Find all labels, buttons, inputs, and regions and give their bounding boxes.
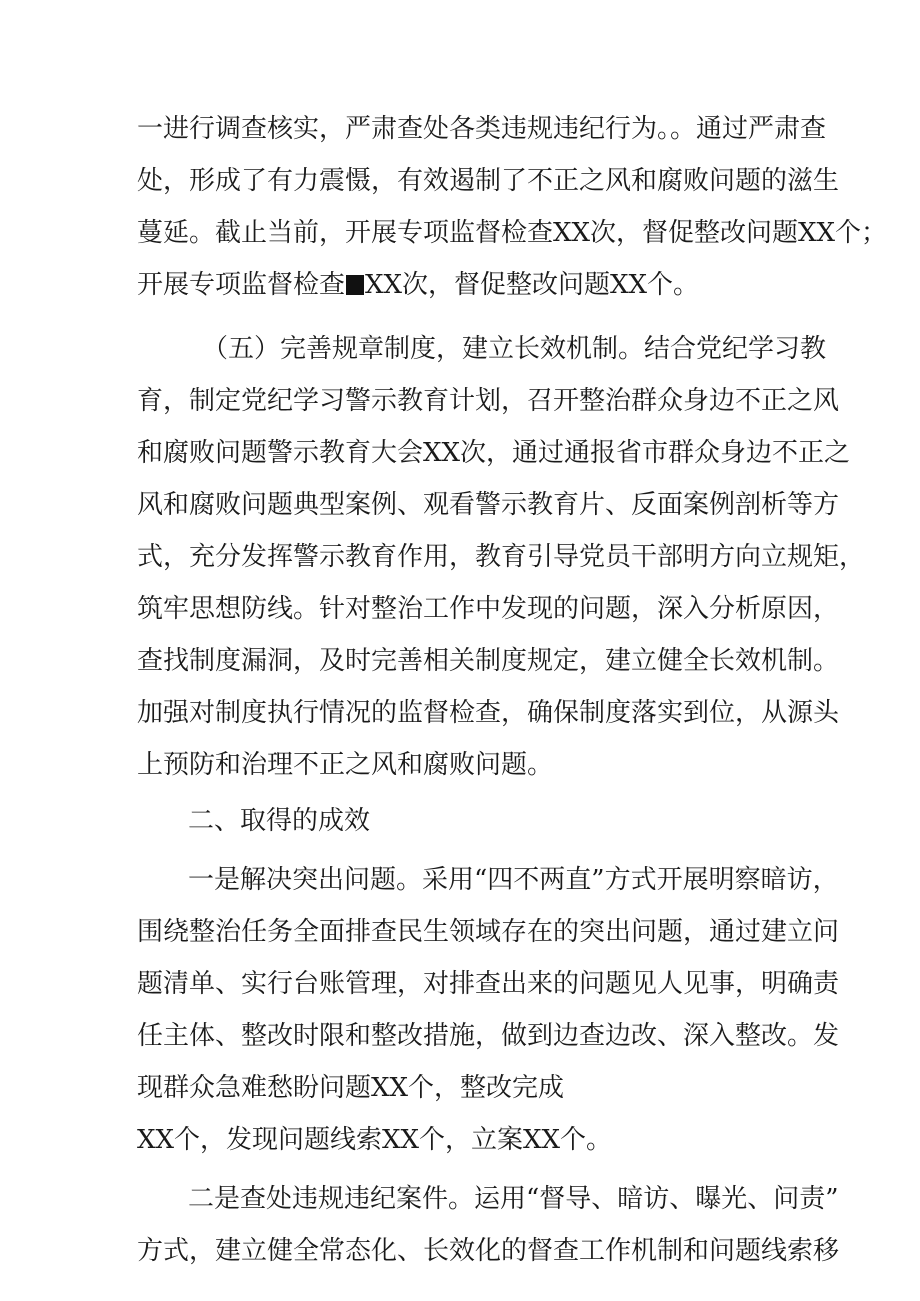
body-line: 一是解决突出问题。采用“四不两直”方式开展明察暗访，	[188, 865, 839, 895]
body-line: 查找制度漏洞，及时完善相关制度规定，建立健全长效机制。	[137, 646, 840, 676]
body-line: 处，形成了有力震慑，有效遏制了不正之风和腐败问题的滋生	[137, 166, 840, 196]
section-heading-2: 二、取得的成效	[188, 806, 371, 836]
body-line: 上预防和治理不正之风和腐败问题。	[137, 750, 554, 780]
body-line: 现群众急难愁盼问题XX个，整改完成	[137, 1073, 565, 1103]
body-line: 筑牢思想防线。针对整治工作中发现的问题，深入分析原因，	[137, 594, 840, 624]
body-line: 风和腐败问题典型案例、观看警示教育片、反面案例剖析等方	[137, 490, 840, 520]
section-heading-5: （五）完善规章制度，建立长效机制。结合党纪学习教	[202, 334, 827, 364]
body-line: 二是查处违规违纪案件。运用“督导、暗访、曝光、问责”	[188, 1184, 839, 1214]
body-line: 育，制定党纪学习警示教育计划，召开整治群众身边不正之风	[137, 386, 840, 416]
body-line: 题清单、实行台账管理，对排查出来的问题见人见事，明确责	[137, 969, 840, 999]
body-line: 任主体、整改时限和整改措施，做到边查边改、深入整改。发	[137, 1021, 840, 1051]
body-line	[137, 263, 700, 307]
body-line: 一进行调查核实，严肃查处各类违规违纪行为。。通过严肃查	[137, 114, 827, 144]
body-line: 方式，建立健全常态化、长效化的督查工作机制和问题线索移	[137, 1236, 840, 1266]
body-line: 式，充分发挥警示教育作用，教育引导党员干部明方向立规矩，	[137, 542, 866, 572]
redaction-mark	[346, 275, 364, 295]
body-line: 围绕整治任务全面排查民生领域存在的突出问题，通过建立问	[137, 917, 840, 947]
body-line: XX个，发现问题线索XX个，立案XX个。	[137, 1125, 613, 1155]
body-line: 蔓延。截止当前，开展专项监督检查XX次，督促整改问题XX个；	[137, 218, 888, 248]
line-text: 开展专项监督检查	[137, 270, 346, 300]
body-line: 加强对制度执行情况的监督检查，确保制度落实到位，从源头	[137, 698, 840, 728]
body-line: 和腐败问题警示教育大会XX次，通过通报省市群众身边不正之	[137, 438, 851, 468]
line-text: XX次，督促整改问题XX个。	[365, 270, 700, 300]
